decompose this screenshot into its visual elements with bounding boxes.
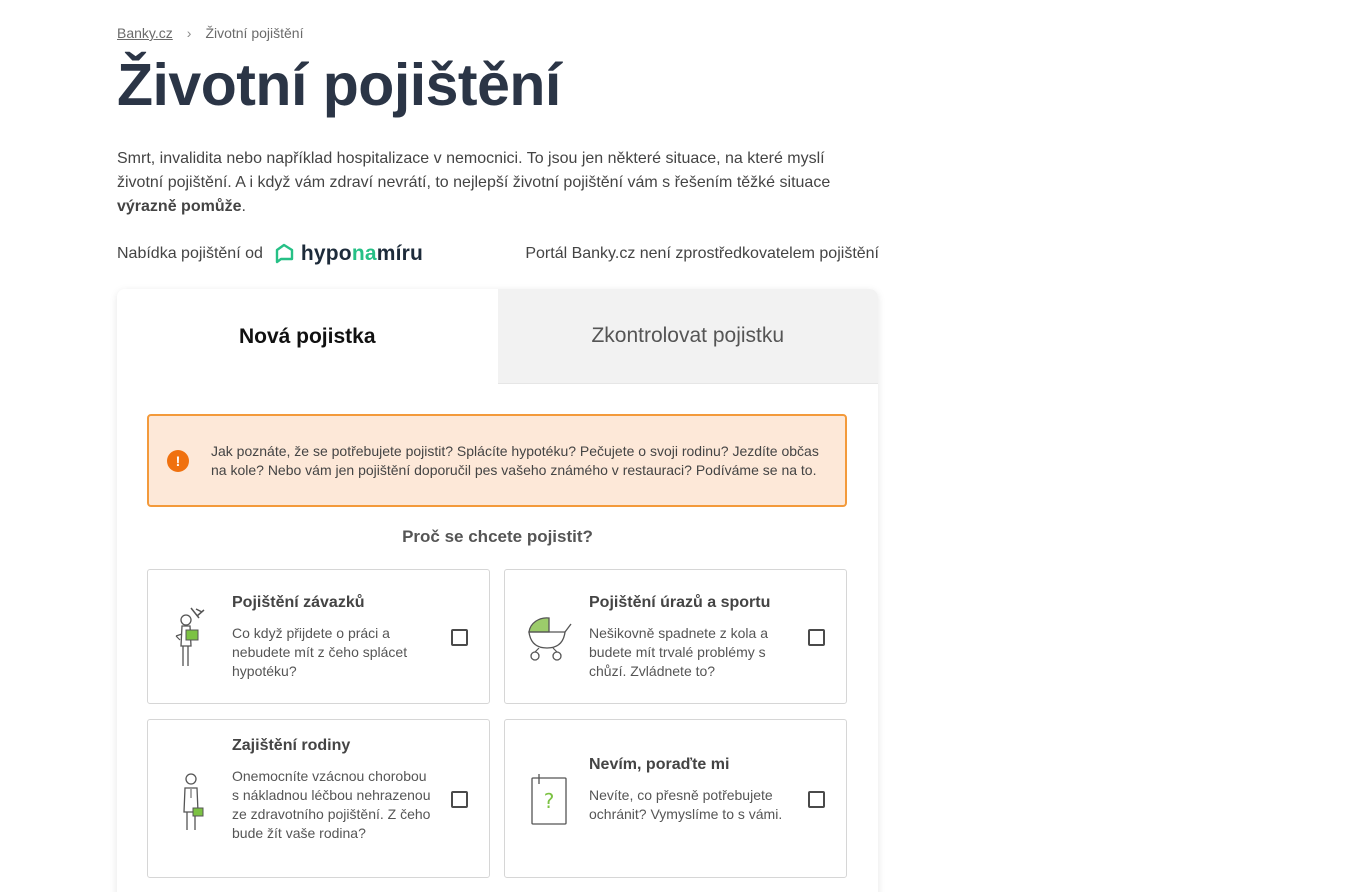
- option-title: Zajištění rodiny: [232, 737, 351, 754]
- option-title: Pojištění úrazů a sportu: [589, 594, 771, 611]
- worker-tools-icon: [166, 605, 218, 669]
- option-checkbox[interactable]: [451, 629, 468, 646]
- tab-check-policy[interactable]: Zkontrolovat pojistku: [498, 289, 879, 384]
- exclamation-icon: !: [167, 450, 189, 472]
- offer-label: Nabídka pojištění od: [117, 245, 263, 262]
- house-chat-icon: [273, 243, 295, 265]
- option-desc: Nevíte, co přesně potřebujete ochránit? Vymyslíme to s vámi.: [589, 787, 783, 822]
- hyponamiru-logo[interactable]: [273, 242, 423, 266]
- question-heading: Proč se chcete pojistit?: [402, 527, 593, 546]
- intro-paragraph: [117, 147, 837, 219]
- option-checkbox[interactable]: [808, 629, 825, 646]
- option-desc: Onemocníte vzácnou chorobou s nákladnou léčbou nehrazenou ze zdravotního pojištění. Z čeho bude žít vaše rodina?: [232, 768, 431, 841]
- intro-bold: výrazně pomůže: [117, 198, 242, 215]
- option-advise[interactable]: [504, 719, 847, 878]
- intro-text: Smrt, invalidita nebo například hospitalizace v nemocnici. To jsou jen některé situace, na které myslí životní pojištění. A i když vám zdraví nevrátí, to nejlepší životní pojištění vám s řešením těžké situace: [117, 150, 831, 191]
- offer-row: [117, 240, 879, 268]
- option-checkbox[interactable]: [808, 791, 825, 808]
- info-alert: [147, 414, 847, 507]
- stroller-icon: [523, 605, 575, 669]
- option-desc: Nešikovně spadnete z kola a budete mít trvalé problémy s chůzí. Zvládnete to?: [589, 625, 768, 679]
- question-note-icon: [523, 768, 575, 832]
- insurance-card: [117, 289, 878, 892]
- option-injury-sport[interactable]: [504, 569, 847, 704]
- option-checkbox[interactable]: [451, 791, 468, 808]
- offer-source: [117, 242, 423, 266]
- breadcrumb-home-link[interactable]: Banky.cz: [117, 25, 173, 41]
- tab-new-policy[interactable]: Nová pojistka: [117, 289, 498, 384]
- option-title: Nevím, poraďte mi: [589, 756, 730, 773]
- svg-text:?: ?: [543, 789, 555, 813]
- alert-text: Jak poznáte, že se potřebujete pojistit? Splácíte hypotéku? Pečujete o svoji rodinu? Jezdíte občas na kole? Nebo vám jen pojištění doporučil pes vašeho známého v restauraci? Podíváme se na to.: [211, 442, 819, 478]
- intro-end: .: [241, 198, 246, 215]
- chevron-right-icon: ›: [186, 25, 192, 41]
- page-title: Životní pojištění: [117, 52, 561, 118]
- logo-text: [301, 242, 423, 266]
- tab-bar: [117, 289, 878, 384]
- breadcrumb-current: Životní pojištění: [205, 25, 304, 41]
- logo-text-hypo: hypo: [300, 242, 352, 265]
- person-briefcase-icon: [166, 770, 218, 834]
- logo-text-na: na: [351, 242, 377, 265]
- option-desc: Co když přijdete o práci a nebudete mít z čeho splácet hypotéku?: [232, 625, 408, 679]
- option-liabilities[interactable]: [147, 569, 490, 704]
- option-title: Pojištění závazků: [232, 594, 365, 611]
- offer-disclaimer: Portál Banky.cz není zprostředkovatelem pojištění: [525, 245, 879, 262]
- logo-text-miru: míru: [376, 242, 424, 265]
- breadcrumb: [117, 23, 304, 43]
- option-family[interactable]: [147, 719, 490, 878]
